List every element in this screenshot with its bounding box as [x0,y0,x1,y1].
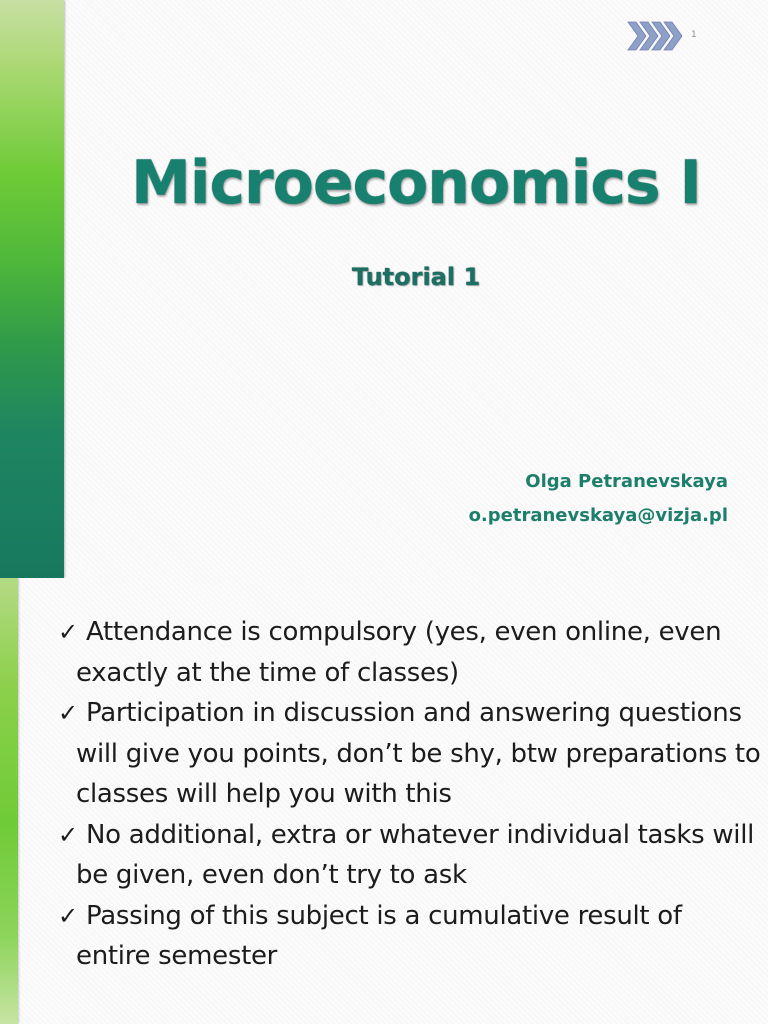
author-email: o.petranevskaya@vizja.pl [468,505,728,526]
accent-bar [0,578,18,1024]
check-icon: ✓ [58,901,78,930]
chevrons-icon [626,18,682,54]
slide-subtitle: Tutorial 1 [351,263,481,291]
rules-list [58,612,763,977]
author-block [469,465,728,533]
bullet-text: Participation in discussion and answering questions will give you points, don’t be shy, btw preparations to classes will help you with this [76,698,761,809]
slide-number: 1 [691,30,697,40]
check-icon: ✓ [58,820,78,849]
bullet-text: No additional, extra or whatever individual tasks will be given, even don’t try to ask [76,819,755,890]
bullet-text: Passing of this subject is a cumulative result of entire semester [76,900,682,971]
check-icon: ✓ [58,618,78,646]
author-name: Olga Petranevskaya [525,471,728,492]
list-item [58,612,763,693]
list-item [58,896,763,977]
check-icon: ✓ [58,699,78,727]
slide-title: Microeconomics I [131,148,701,218]
rules-slide [0,578,768,1024]
list-item [58,815,763,896]
list-item [58,693,763,815]
bullet-text: Attendance is compulsory (yes, even online, even exactly at the time of classes) [76,617,722,688]
accent-bar [0,0,64,578]
